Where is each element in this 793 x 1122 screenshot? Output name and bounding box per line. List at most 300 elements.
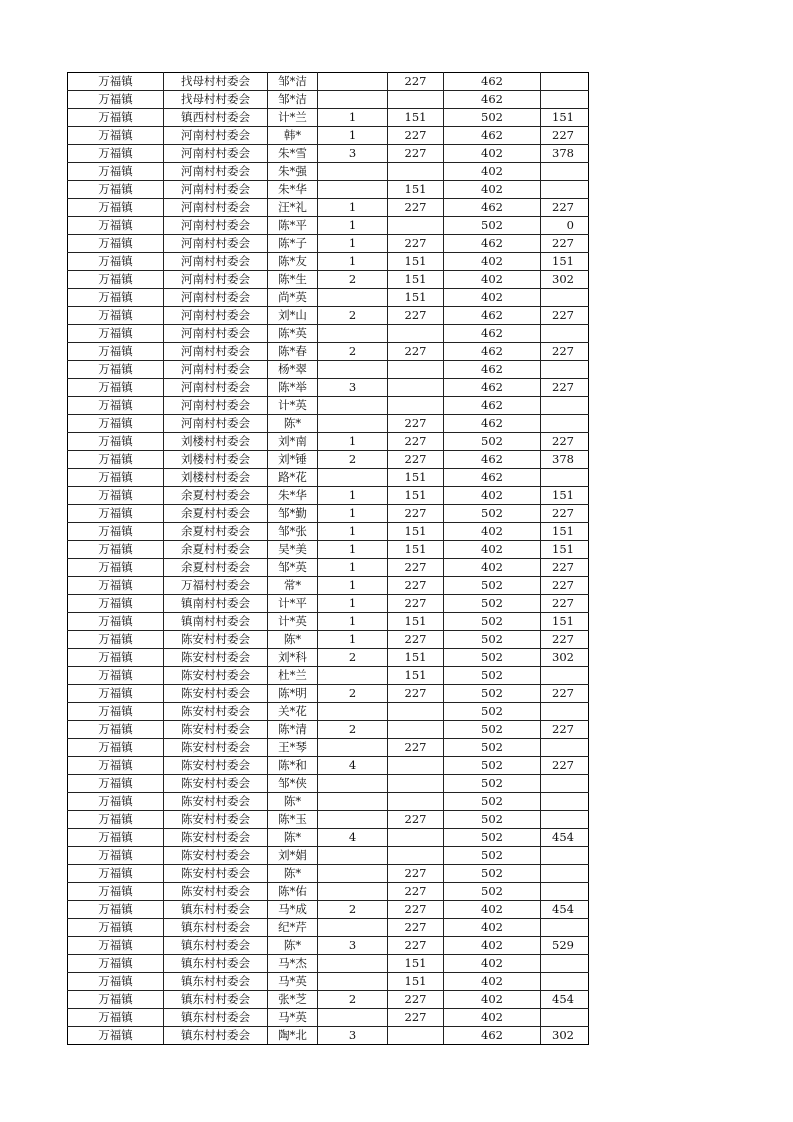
name-cell: 陈*友: [268, 253, 318, 271]
name-cell: 计*兰: [268, 109, 318, 127]
town-cell: 万福镇: [68, 613, 164, 631]
village-cell: 镇东村村委会: [164, 919, 268, 937]
village-cell: 陈安村村委会: [164, 865, 268, 883]
amount-b-cell: 402: [444, 991, 541, 1009]
table-row: [68, 757, 589, 775]
amount-c-cell: [541, 181, 589, 199]
amount-c-cell: [541, 865, 589, 883]
amount-b-cell: 402: [444, 487, 541, 505]
count-cell: [318, 163, 388, 181]
name-cell: 刘*山: [268, 307, 318, 325]
town-cell: 万福镇: [68, 199, 164, 217]
amount-a-cell: 227: [388, 307, 444, 325]
amount-a-cell: 227: [388, 415, 444, 433]
table-row: [68, 271, 589, 289]
amount-c-cell: 227: [541, 379, 589, 397]
amount-a-cell: 227: [388, 433, 444, 451]
amount-a-cell: [388, 325, 444, 343]
amount-c-cell: 454: [541, 829, 589, 847]
amount-c-cell: 227: [541, 577, 589, 595]
amount-c-cell: [541, 847, 589, 865]
amount-b-cell: 462: [444, 325, 541, 343]
town-cell: 万福镇: [68, 1027, 164, 1045]
amount-b-cell: 502: [444, 595, 541, 613]
table-row: [68, 109, 589, 127]
village-cell: 陈安村村委会: [164, 685, 268, 703]
amount-c-cell: [541, 91, 589, 109]
amount-a-cell: 227: [388, 559, 444, 577]
town-cell: 万福镇: [68, 163, 164, 181]
name-cell: 朱*华: [268, 181, 318, 199]
count-cell: [318, 289, 388, 307]
name-cell: 刘*南: [268, 433, 318, 451]
amount-b-cell: 402: [444, 901, 541, 919]
count-cell: 1: [318, 127, 388, 145]
town-cell: 万福镇: [68, 631, 164, 649]
amount-a-cell: [388, 775, 444, 793]
table-row: [68, 577, 589, 595]
amount-b-cell: 502: [444, 685, 541, 703]
amount-a-cell: 151: [388, 289, 444, 307]
village-cell: 镇南村村委会: [164, 595, 268, 613]
village-cell: 镇东村村委会: [164, 991, 268, 1009]
amount-c-cell: [541, 739, 589, 757]
amount-a-cell: 151: [388, 109, 444, 127]
town-cell: 万福镇: [68, 433, 164, 451]
count-cell: [318, 361, 388, 379]
amount-b-cell: 402: [444, 253, 541, 271]
amount-c-cell: [541, 793, 589, 811]
amount-a-cell: 227: [388, 901, 444, 919]
village-cell: 陈安村村委会: [164, 883, 268, 901]
table-row: [68, 235, 589, 253]
amount-a-cell: 227: [388, 73, 444, 91]
amount-b-cell: 502: [444, 433, 541, 451]
village-cell: 河南村村委会: [164, 325, 268, 343]
village-cell: 河南村村委会: [164, 253, 268, 271]
village-cell: 河南村村委会: [164, 343, 268, 361]
town-cell: 万福镇: [68, 667, 164, 685]
count-cell: 1: [318, 235, 388, 253]
table-row: [68, 847, 589, 865]
amount-c-cell: [541, 397, 589, 415]
name-cell: 尚*英: [268, 289, 318, 307]
count-cell: [318, 775, 388, 793]
count-cell: [318, 91, 388, 109]
count-cell: [318, 415, 388, 433]
table-row: [68, 127, 589, 145]
table-row: [68, 397, 589, 415]
village-cell: 镇南村村委会: [164, 613, 268, 631]
amount-b-cell: 402: [444, 523, 541, 541]
amount-c-cell: [541, 289, 589, 307]
count-cell: 1: [318, 109, 388, 127]
table-row: [68, 793, 589, 811]
amount-b-cell: 402: [444, 973, 541, 991]
village-cell: 镇东村村委会: [164, 973, 268, 991]
amount-a-cell: 151: [388, 613, 444, 631]
name-cell: 邹*洁: [268, 73, 318, 91]
amount-c-cell: [541, 919, 589, 937]
amount-c-cell: [541, 667, 589, 685]
town-cell: 万福镇: [68, 793, 164, 811]
amount-c-cell: 378: [541, 451, 589, 469]
amount-c-cell: 0: [541, 217, 589, 235]
amount-b-cell: 502: [444, 217, 541, 235]
table-row: [68, 505, 589, 523]
table-row: [68, 415, 589, 433]
table-row: [68, 451, 589, 469]
village-cell: 河南村村委会: [164, 181, 268, 199]
table-row: [68, 829, 589, 847]
name-cell: 朱*雪: [268, 145, 318, 163]
village-cell: 陈安村村委会: [164, 667, 268, 685]
table-row: [68, 325, 589, 343]
amount-c-cell: 227: [541, 721, 589, 739]
town-cell: 万福镇: [68, 739, 164, 757]
count-cell: 1: [318, 253, 388, 271]
amount-c-cell: [541, 775, 589, 793]
count-cell: [318, 1009, 388, 1027]
amount-b-cell: 502: [444, 865, 541, 883]
count-cell: 2: [318, 451, 388, 469]
amount-b-cell: 502: [444, 811, 541, 829]
table-row: [68, 685, 589, 703]
amount-a-cell: 227: [388, 631, 444, 649]
count-cell: [318, 865, 388, 883]
name-cell: 杜*兰: [268, 667, 318, 685]
amount-c-cell: 227: [541, 127, 589, 145]
table-row: [68, 163, 589, 181]
amount-c-cell: 227: [541, 433, 589, 451]
amount-a-cell: 227: [388, 991, 444, 1009]
town-cell: 万福镇: [68, 865, 164, 883]
amount-b-cell: 502: [444, 613, 541, 631]
village-cell: 河南村村委会: [164, 199, 268, 217]
table-row: [68, 955, 589, 973]
name-cell: 路*花: [268, 469, 318, 487]
amount-c-cell: [541, 703, 589, 721]
amount-b-cell: 502: [444, 631, 541, 649]
village-cell: 河南村村委会: [164, 217, 268, 235]
town-cell: 万福镇: [68, 703, 164, 721]
name-cell: 计*平: [268, 595, 318, 613]
amount-b-cell: 402: [444, 955, 541, 973]
amount-b-cell: 502: [444, 739, 541, 757]
table-row: [68, 973, 589, 991]
amount-a-cell: 227: [388, 739, 444, 757]
amount-c-cell: [541, 883, 589, 901]
village-cell: 余夏村村委会: [164, 487, 268, 505]
amount-b-cell: 402: [444, 919, 541, 937]
amount-b-cell: 402: [444, 181, 541, 199]
town-cell: 万福镇: [68, 559, 164, 577]
count-cell: 2: [318, 343, 388, 361]
amount-a-cell: 227: [388, 199, 444, 217]
town-cell: 万福镇: [68, 685, 164, 703]
amount-b-cell: 462: [444, 91, 541, 109]
town-cell: 万福镇: [68, 973, 164, 991]
name-cell: 陈*: [268, 415, 318, 433]
amount-b-cell: 462: [444, 1027, 541, 1045]
village-cell: 河南村村委会: [164, 307, 268, 325]
count-cell: 3: [318, 1027, 388, 1045]
town-cell: 万福镇: [68, 847, 164, 865]
name-cell: 朱*华: [268, 487, 318, 505]
table-row: [68, 649, 589, 667]
count-cell: 1: [318, 631, 388, 649]
town-cell: 万福镇: [68, 541, 164, 559]
table-row: [68, 145, 589, 163]
village-cell: 陈安村村委会: [164, 703, 268, 721]
count-cell: 1: [318, 577, 388, 595]
village-cell: 刘楼村村委会: [164, 433, 268, 451]
amount-a-cell: 227: [388, 577, 444, 595]
amount-c-cell: [541, 415, 589, 433]
town-cell: 万福镇: [68, 361, 164, 379]
village-cell: 河南村村委会: [164, 397, 268, 415]
name-cell: 刘*科: [268, 649, 318, 667]
count-cell: 2: [318, 307, 388, 325]
name-cell: 计*英: [268, 397, 318, 415]
town-cell: 万福镇: [68, 145, 164, 163]
data-table: [67, 72, 589, 1045]
amount-a-cell: 227: [388, 145, 444, 163]
amount-a-cell: [388, 91, 444, 109]
village-cell: 找母村村委会: [164, 73, 268, 91]
name-cell: 邹*侠: [268, 775, 318, 793]
town-cell: 万福镇: [68, 469, 164, 487]
amount-c-cell: 378: [541, 145, 589, 163]
amount-c-cell: [541, 811, 589, 829]
count-cell: [318, 73, 388, 91]
amount-c-cell: [541, 73, 589, 91]
count-cell: [318, 883, 388, 901]
village-cell: 陈安村村委会: [164, 721, 268, 739]
table-row: [68, 469, 589, 487]
amount-a-cell: 151: [388, 523, 444, 541]
amount-c-cell: 151: [541, 613, 589, 631]
table-row: [68, 865, 589, 883]
amount-b-cell: 402: [444, 163, 541, 181]
amount-a-cell: [388, 757, 444, 775]
village-cell: 刘楼村村委会: [164, 469, 268, 487]
table-row: [68, 775, 589, 793]
village-cell: 镇东村村委会: [164, 955, 268, 973]
amount-b-cell: 502: [444, 775, 541, 793]
amount-b-cell: 462: [444, 379, 541, 397]
table-row: [68, 739, 589, 757]
count-cell: 1: [318, 541, 388, 559]
name-cell: 王*琴: [268, 739, 318, 757]
amount-a-cell: [388, 397, 444, 415]
amount-a-cell: 151: [388, 253, 444, 271]
town-cell: 万福镇: [68, 307, 164, 325]
name-cell: 陈*: [268, 631, 318, 649]
name-cell: 陈*: [268, 865, 318, 883]
town-cell: 万福镇: [68, 757, 164, 775]
village-cell: 镇东村村委会: [164, 1027, 268, 1045]
amount-b-cell: 502: [444, 577, 541, 595]
village-cell: 陈安村村委会: [164, 649, 268, 667]
name-cell: 陈*: [268, 829, 318, 847]
village-cell: 河南村村委会: [164, 415, 268, 433]
name-cell: 邹*英: [268, 559, 318, 577]
name-cell: 陈*英: [268, 325, 318, 343]
name-cell: 马*英: [268, 1009, 318, 1027]
name-cell: 张*芝: [268, 991, 318, 1009]
table-row: [68, 217, 589, 235]
village-cell: 余夏村村委会: [164, 505, 268, 523]
count-cell: 2: [318, 271, 388, 289]
count-cell: 1: [318, 505, 388, 523]
town-cell: 万福镇: [68, 415, 164, 433]
table-row: [68, 937, 589, 955]
name-cell: 计*英: [268, 613, 318, 631]
name-cell: 陈*和: [268, 757, 318, 775]
town-cell: 万福镇: [68, 397, 164, 415]
amount-b-cell: 502: [444, 667, 541, 685]
town-cell: 万福镇: [68, 775, 164, 793]
count-cell: 1: [318, 613, 388, 631]
town-cell: 万福镇: [68, 127, 164, 145]
town-cell: 万福镇: [68, 253, 164, 271]
name-cell: 陈*: [268, 937, 318, 955]
amount-b-cell: 462: [444, 235, 541, 253]
town-cell: 万福镇: [68, 991, 164, 1009]
name-cell: 关*花: [268, 703, 318, 721]
village-cell: 陈安村村委会: [164, 775, 268, 793]
amount-b-cell: 462: [444, 199, 541, 217]
table-row: [68, 343, 589, 361]
count-cell: [318, 739, 388, 757]
table-row: [68, 307, 589, 325]
amount-a-cell: 151: [388, 487, 444, 505]
town-cell: 万福镇: [68, 919, 164, 937]
amount-b-cell: 462: [444, 127, 541, 145]
amount-a-cell: [388, 721, 444, 739]
name-cell: 马*英: [268, 973, 318, 991]
amount-b-cell: 402: [444, 145, 541, 163]
amount-c-cell: 227: [541, 505, 589, 523]
count-cell: 1: [318, 217, 388, 235]
amount-b-cell: 502: [444, 829, 541, 847]
amount-c-cell: 227: [541, 307, 589, 325]
count-cell: [318, 181, 388, 199]
amount-b-cell: 462: [444, 307, 541, 325]
amount-a-cell: [388, 217, 444, 235]
count-cell: [318, 973, 388, 991]
amount-c-cell: 227: [541, 343, 589, 361]
count-cell: 1: [318, 487, 388, 505]
table-row: [68, 253, 589, 271]
amount-a-cell: 227: [388, 865, 444, 883]
village-cell: 刘楼村村委会: [164, 451, 268, 469]
table-row: [68, 991, 589, 1009]
name-cell: 邹*洁: [268, 91, 318, 109]
town-cell: 万福镇: [68, 1009, 164, 1027]
town-cell: 万福镇: [68, 901, 164, 919]
town-cell: 万福镇: [68, 649, 164, 667]
table-row: [68, 73, 589, 91]
amount-c-cell: 227: [541, 235, 589, 253]
village-cell: 河南村村委会: [164, 379, 268, 397]
count-cell: 2: [318, 649, 388, 667]
count-cell: 4: [318, 757, 388, 775]
amount-c-cell: 227: [541, 199, 589, 217]
table-row: [68, 1027, 589, 1045]
table-body: [68, 73, 589, 1045]
count-cell: 4: [318, 829, 388, 847]
table-row: [68, 559, 589, 577]
amount-a-cell: 227: [388, 595, 444, 613]
amount-a-cell: [388, 163, 444, 181]
amount-c-cell: 151: [541, 541, 589, 559]
town-cell: 万福镇: [68, 235, 164, 253]
village-cell: 镇东村村委会: [164, 1009, 268, 1027]
town-cell: 万福镇: [68, 505, 164, 523]
amount-a-cell: 227: [388, 1009, 444, 1027]
amount-c-cell: 151: [541, 253, 589, 271]
amount-b-cell: 462: [444, 73, 541, 91]
amount-c-cell: 302: [541, 649, 589, 667]
amount-a-cell: 227: [388, 937, 444, 955]
village-cell: 陈安村村委会: [164, 757, 268, 775]
village-cell: 陈安村村委会: [164, 829, 268, 847]
table-row: [68, 919, 589, 937]
amount-b-cell: 502: [444, 847, 541, 865]
table-row: [68, 631, 589, 649]
amount-a-cell: [388, 829, 444, 847]
count-cell: [318, 397, 388, 415]
amount-a-cell: 151: [388, 667, 444, 685]
table-row: [68, 289, 589, 307]
table-row: [68, 667, 589, 685]
amount-c-cell: [541, 163, 589, 181]
name-cell: 陈*生: [268, 271, 318, 289]
table-row: [68, 703, 589, 721]
count-cell: [318, 919, 388, 937]
village-cell: 镇东村村委会: [164, 901, 268, 919]
count-cell: [318, 469, 388, 487]
name-cell: 陈*春: [268, 343, 318, 361]
count-cell: 3: [318, 937, 388, 955]
amount-a-cell: 227: [388, 343, 444, 361]
amount-a-cell: 151: [388, 649, 444, 667]
name-cell: 韩*: [268, 127, 318, 145]
amount-b-cell: 402: [444, 937, 541, 955]
town-cell: 万福镇: [68, 883, 164, 901]
amount-b-cell: 402: [444, 559, 541, 577]
name-cell: 杨*翠: [268, 361, 318, 379]
village-cell: 陈安村村委会: [164, 811, 268, 829]
amount-a-cell: [388, 703, 444, 721]
count-cell: 3: [318, 379, 388, 397]
amount-b-cell: 462: [444, 361, 541, 379]
town-cell: 万福镇: [68, 811, 164, 829]
name-cell: 汪*礼: [268, 199, 318, 217]
town-cell: 万福镇: [68, 343, 164, 361]
count-cell: 1: [318, 595, 388, 613]
town-cell: 万福镇: [68, 91, 164, 109]
amount-a-cell: 227: [388, 127, 444, 145]
amount-c-cell: 454: [541, 901, 589, 919]
amount-c-cell: 302: [541, 1027, 589, 1045]
amount-b-cell: 502: [444, 109, 541, 127]
count-cell: 1: [318, 199, 388, 217]
amount-a-cell: 151: [388, 541, 444, 559]
count-cell: 2: [318, 721, 388, 739]
